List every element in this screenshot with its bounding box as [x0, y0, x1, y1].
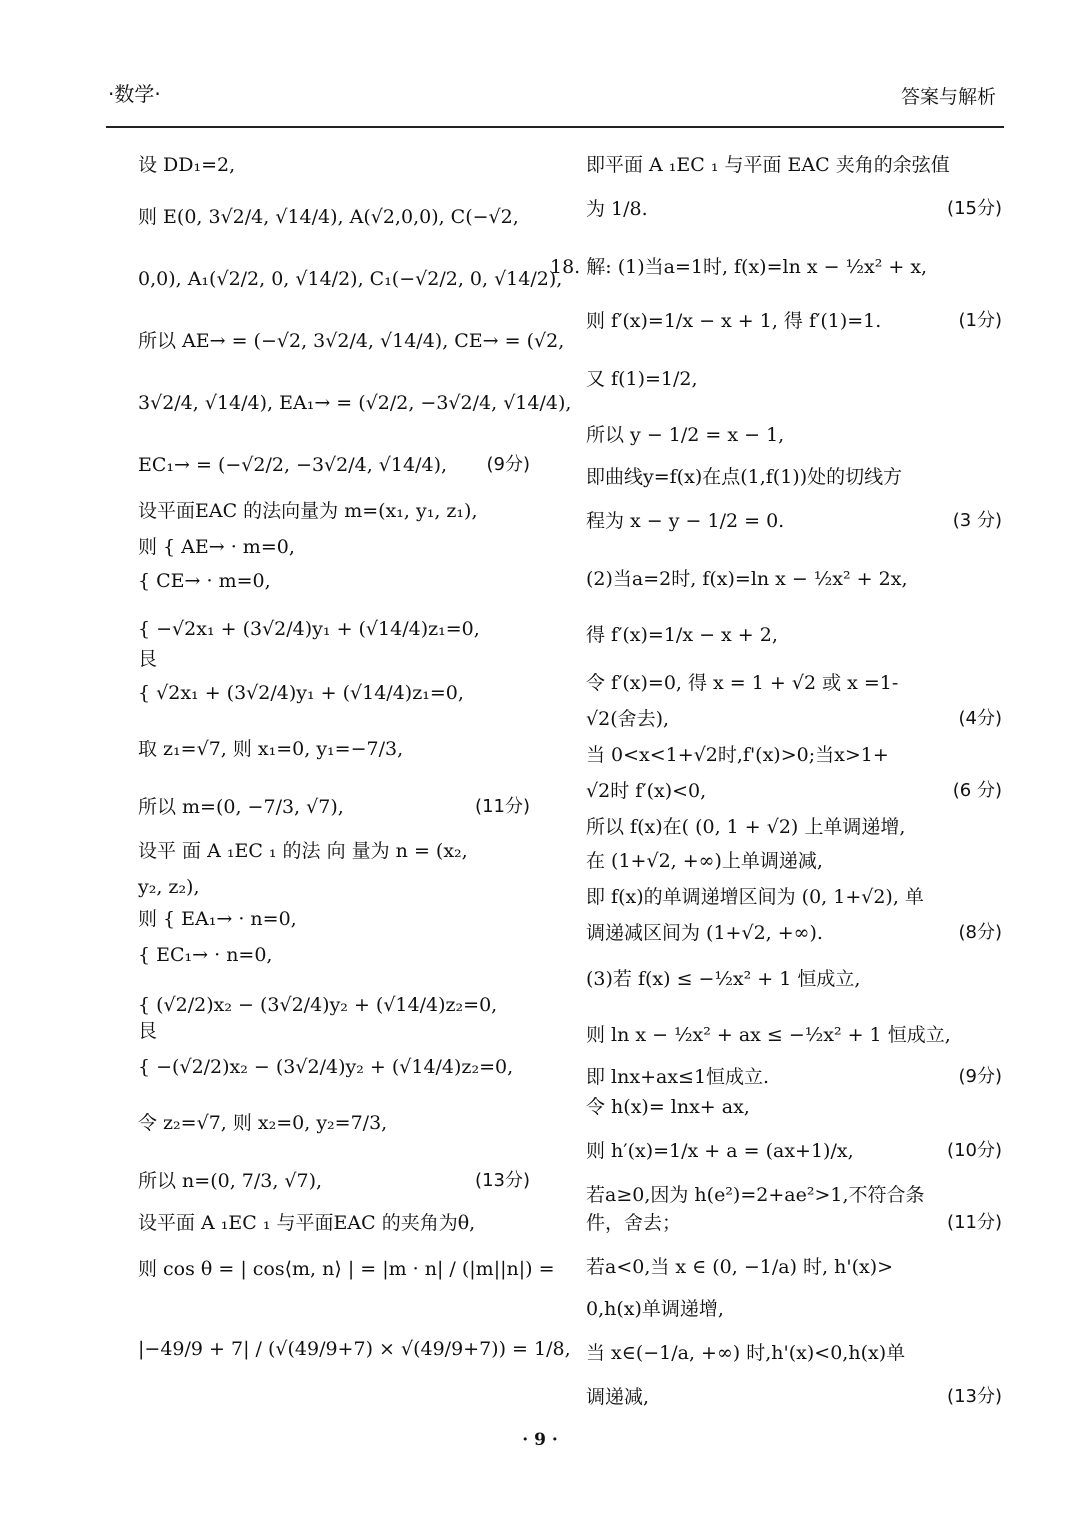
solution-line	[586, 366, 1002, 392]
solution-line	[586, 966, 1002, 992]
solution-line	[586, 778, 1002, 804]
line-text: 令 f′(x)=0, 得 x = 1 + √2 或 x =1-	[586, 672, 899, 694]
solution-line	[138, 942, 530, 968]
line-text: 当 x∈(−1/a, +∞) 时,h'(x)<0,h(x)单	[586, 1342, 906, 1364]
solution-line	[586, 1022, 1002, 1048]
line-text: { −√2x₁ + (3√2/4)y₁ + (√14/4)z₁=0,	[138, 618, 480, 640]
solution-line	[586, 814, 1002, 840]
solution-line	[138, 906, 530, 932]
solution-line	[138, 1210, 530, 1236]
line-text: EC₁→ = (−√2/2, −3√2/4, √14/4),	[138, 454, 448, 476]
line-text: 0,0), A₁(√2/2, 0, √14/2), C₁(−√2/2, 0, √14/2),	[138, 268, 563, 290]
line-text: (2)当a=2时, f(x)=ln x − ½x² + 2x,	[586, 568, 908, 590]
line-text: √2时 f′(x)<0,	[586, 780, 707, 802]
line-text: 程为 x − y − 1/2 = 0.	[586, 510, 785, 532]
line-text: 令 h(x)= lnx+ ax,	[586, 1096, 750, 1118]
line-text: 18. 解: (1)当a=1时, f(x)=ln x − ½x² + x,	[550, 256, 928, 278]
solution-line	[138, 1018, 530, 1044]
score-label: (10分)	[947, 1140, 1002, 1161]
solution-line	[138, 736, 530, 762]
page-number: · 9 ·	[522, 1430, 558, 1450]
score-label: (13分)	[475, 1170, 530, 1191]
solution-line	[586, 706, 1002, 732]
line-text: 所以 AE→ = (−√2, 3√2/4, √14/4), CE→ = (√2,	[138, 330, 565, 352]
line-text: 则 ln x − ½x² + ax ≤ −½x² + 1 恒成立,	[586, 1024, 951, 1046]
solution-line	[138, 1054, 530, 1080]
solution-line	[586, 508, 1002, 534]
line-text: { EC₁→ · n=0,	[138, 944, 273, 966]
solution-line	[138, 838, 530, 864]
line-text: 调递减区间为 (1+√2, +∞).	[586, 922, 823, 944]
line-text: √2(舍去),	[586, 708, 670, 730]
line-text: 设平面EAC 的法向量为 m=(x₁, y₁, z₁),	[138, 500, 478, 522]
line-text: 当 0<x<1+√2时,f'(x)>0;当x>1+	[586, 744, 889, 766]
line-text: 艮	[138, 1020, 158, 1042]
solution-line	[138, 874, 530, 900]
line-text: 令 z₂=√7, 则 x₂=0, y₂=7/3,	[138, 1112, 388, 1134]
solution-line	[586, 742, 1002, 768]
solution-line	[586, 1340, 1002, 1366]
line-text: 则 { AE→ · m=0,	[138, 536, 295, 558]
line-text: { CE→ · m=0,	[138, 570, 271, 592]
solution-line	[138, 680, 530, 706]
score-label: (1分)	[958, 310, 1002, 331]
score-label: (8分)	[958, 922, 1002, 943]
solution-line	[586, 308, 1002, 334]
line-text: 设平面 A ₁EC ₁ 与平面EAC 的夹角为θ,	[138, 1212, 476, 1234]
line-text: 取 z₁=√7, 则 x₁=0, y₁=−7/3,	[138, 738, 404, 760]
solution-line	[138, 1168, 530, 1194]
solution-line	[586, 884, 1002, 910]
solution-line	[138, 646, 530, 672]
solution-line	[138, 152, 530, 178]
score-label: (9分)	[958, 1066, 1002, 1087]
solution-line	[586, 1094, 1002, 1120]
line-text: |−49/9 + 7| / (√(49/9+7) × √(49/9+7)) = 1/8,	[138, 1338, 571, 1360]
solution-line	[586, 422, 1002, 448]
line-text: 则 cos θ = | cos⟨m, n⟩ | = |m · n| / (|m||n|) =	[138, 1258, 555, 1280]
line-text: { (√2/2)x₂ − (3√2/4)y₂ + (√14/4)z₂=0,	[138, 994, 498, 1016]
solution-line	[138, 794, 530, 820]
solution-line	[586, 622, 1002, 648]
solution-line	[586, 1296, 1002, 1322]
section-header: 答案与解析	[900, 86, 996, 108]
line-text: (3)若 f(x) ≤ −½x² + 1 恒成立,	[586, 968, 861, 990]
solution-line	[138, 498, 530, 524]
line-text: 则 E(0, 3√2/4, √14/4), A(√2,0,0), C(−√2,	[138, 206, 519, 228]
solution-line	[138, 568, 530, 594]
subject-header: ·数学·	[108, 82, 161, 106]
line-text: 3√2/4, √14/4), EA₁→ = (√2/2, −3√2/4, √14/4),	[138, 392, 572, 414]
solution-line	[138, 534, 530, 560]
solution-line	[138, 204, 530, 230]
line-text: 又 f(1)=1/2,	[586, 368, 698, 390]
solution-line	[586, 1064, 1002, 1090]
solution-line	[586, 848, 1002, 874]
solution-line	[586, 1254, 1002, 1280]
line-text: 则 { EA₁→ · n=0,	[138, 908, 297, 930]
line-text: 即 lnx+ax≤1恒成立.	[586, 1066, 770, 1088]
line-text: { √2x₁ + (3√2/4)y₁ + (√14/4)z₁=0,	[138, 682, 464, 704]
score-label: (3 分)	[952, 510, 1002, 531]
solution-line	[138, 1110, 530, 1136]
line-text: 为 1/8.	[586, 198, 648, 220]
score-label: (13分)	[947, 1386, 1002, 1407]
solution-line	[138, 616, 530, 642]
line-text: 设 DD₁=2,	[138, 154, 236, 176]
solution-line	[586, 670, 1002, 696]
solution-line	[138, 390, 572, 416]
score-label: (15分)	[947, 198, 1002, 219]
line-text: 艮	[138, 648, 158, 670]
line-text: 即 f(x)的单调递增区间为 (0, 1+√2), 单	[586, 886, 924, 908]
line-text: 所以 m=(0, −7/3, √7),	[138, 796, 344, 818]
line-text: 件，舍去；	[586, 1212, 682, 1234]
solution-line	[138, 266, 563, 292]
solution-line	[586, 1182, 1002, 1208]
solution-line	[138, 328, 565, 354]
score-label: (11分)	[947, 1212, 1002, 1233]
line-text: 所以 y − 1/2 = x − 1,	[586, 424, 785, 446]
line-text: 得 f′(x)=1/x − x + 2,	[586, 624, 778, 646]
solution-line	[138, 992, 530, 1018]
solution-line	[586, 920, 1002, 946]
solution-line	[586, 1138, 1002, 1164]
solution-line	[586, 152, 1002, 178]
line-text: 0,h(x)单调递增,	[586, 1298, 724, 1320]
solution-line	[586, 1384, 1002, 1410]
line-text: 即曲线y=f(x)在点(1,f(1))处的切线方	[586, 466, 903, 488]
solution-line	[138, 452, 530, 478]
line-text: 则 f′(x)=1/x − x + 1, 得 f′(1)=1.	[586, 310, 882, 332]
line-text: 若a≥0,因为 h(e²)=2+ae²>1,不符合条	[586, 1184, 925, 1206]
solution-line	[586, 1210, 1002, 1236]
line-text: 调递减,	[586, 1386, 650, 1408]
line-text: 所以 n=(0, 7/3, √7),	[138, 1170, 323, 1192]
line-text: 所以 f(x)在( (0, 1 + √2) 上单调递增,	[586, 816, 906, 838]
line-text: 设平 面 A ₁EC ₁ 的法 向 量为 n = (x₂,	[138, 840, 468, 862]
solution-line	[586, 566, 1002, 592]
line-text: 即平面 A ₁EC ₁ 与平面 EAC 夹角的余弦值	[586, 154, 950, 176]
solution-line	[586, 196, 1002, 222]
header-rule	[106, 126, 1004, 128]
score-label: (9分)	[486, 454, 530, 475]
score-label: (4分)	[958, 708, 1002, 729]
solution-line	[138, 1256, 555, 1282]
solution-line	[550, 254, 1002, 280]
line-text: 在 (1+√2, +∞)上单调递减,	[586, 850, 823, 872]
line-text: y₂, z₂),	[138, 876, 200, 898]
line-text: { −(√2/2)x₂ − (3√2/4)y₂ + (√14/4)z₂=0,	[138, 1056, 514, 1078]
score-label: (11分)	[475, 796, 530, 817]
line-text: 则 h′(x)=1/x + a = (ax+1)/x,	[586, 1140, 854, 1162]
solution-line	[586, 464, 1002, 490]
line-text: 若a<0,当 x ∈ (0, −1/a) 时, h'(x)>	[586, 1256, 894, 1278]
solution-line	[138, 1336, 571, 1362]
score-label: (6 分)	[952, 780, 1002, 801]
